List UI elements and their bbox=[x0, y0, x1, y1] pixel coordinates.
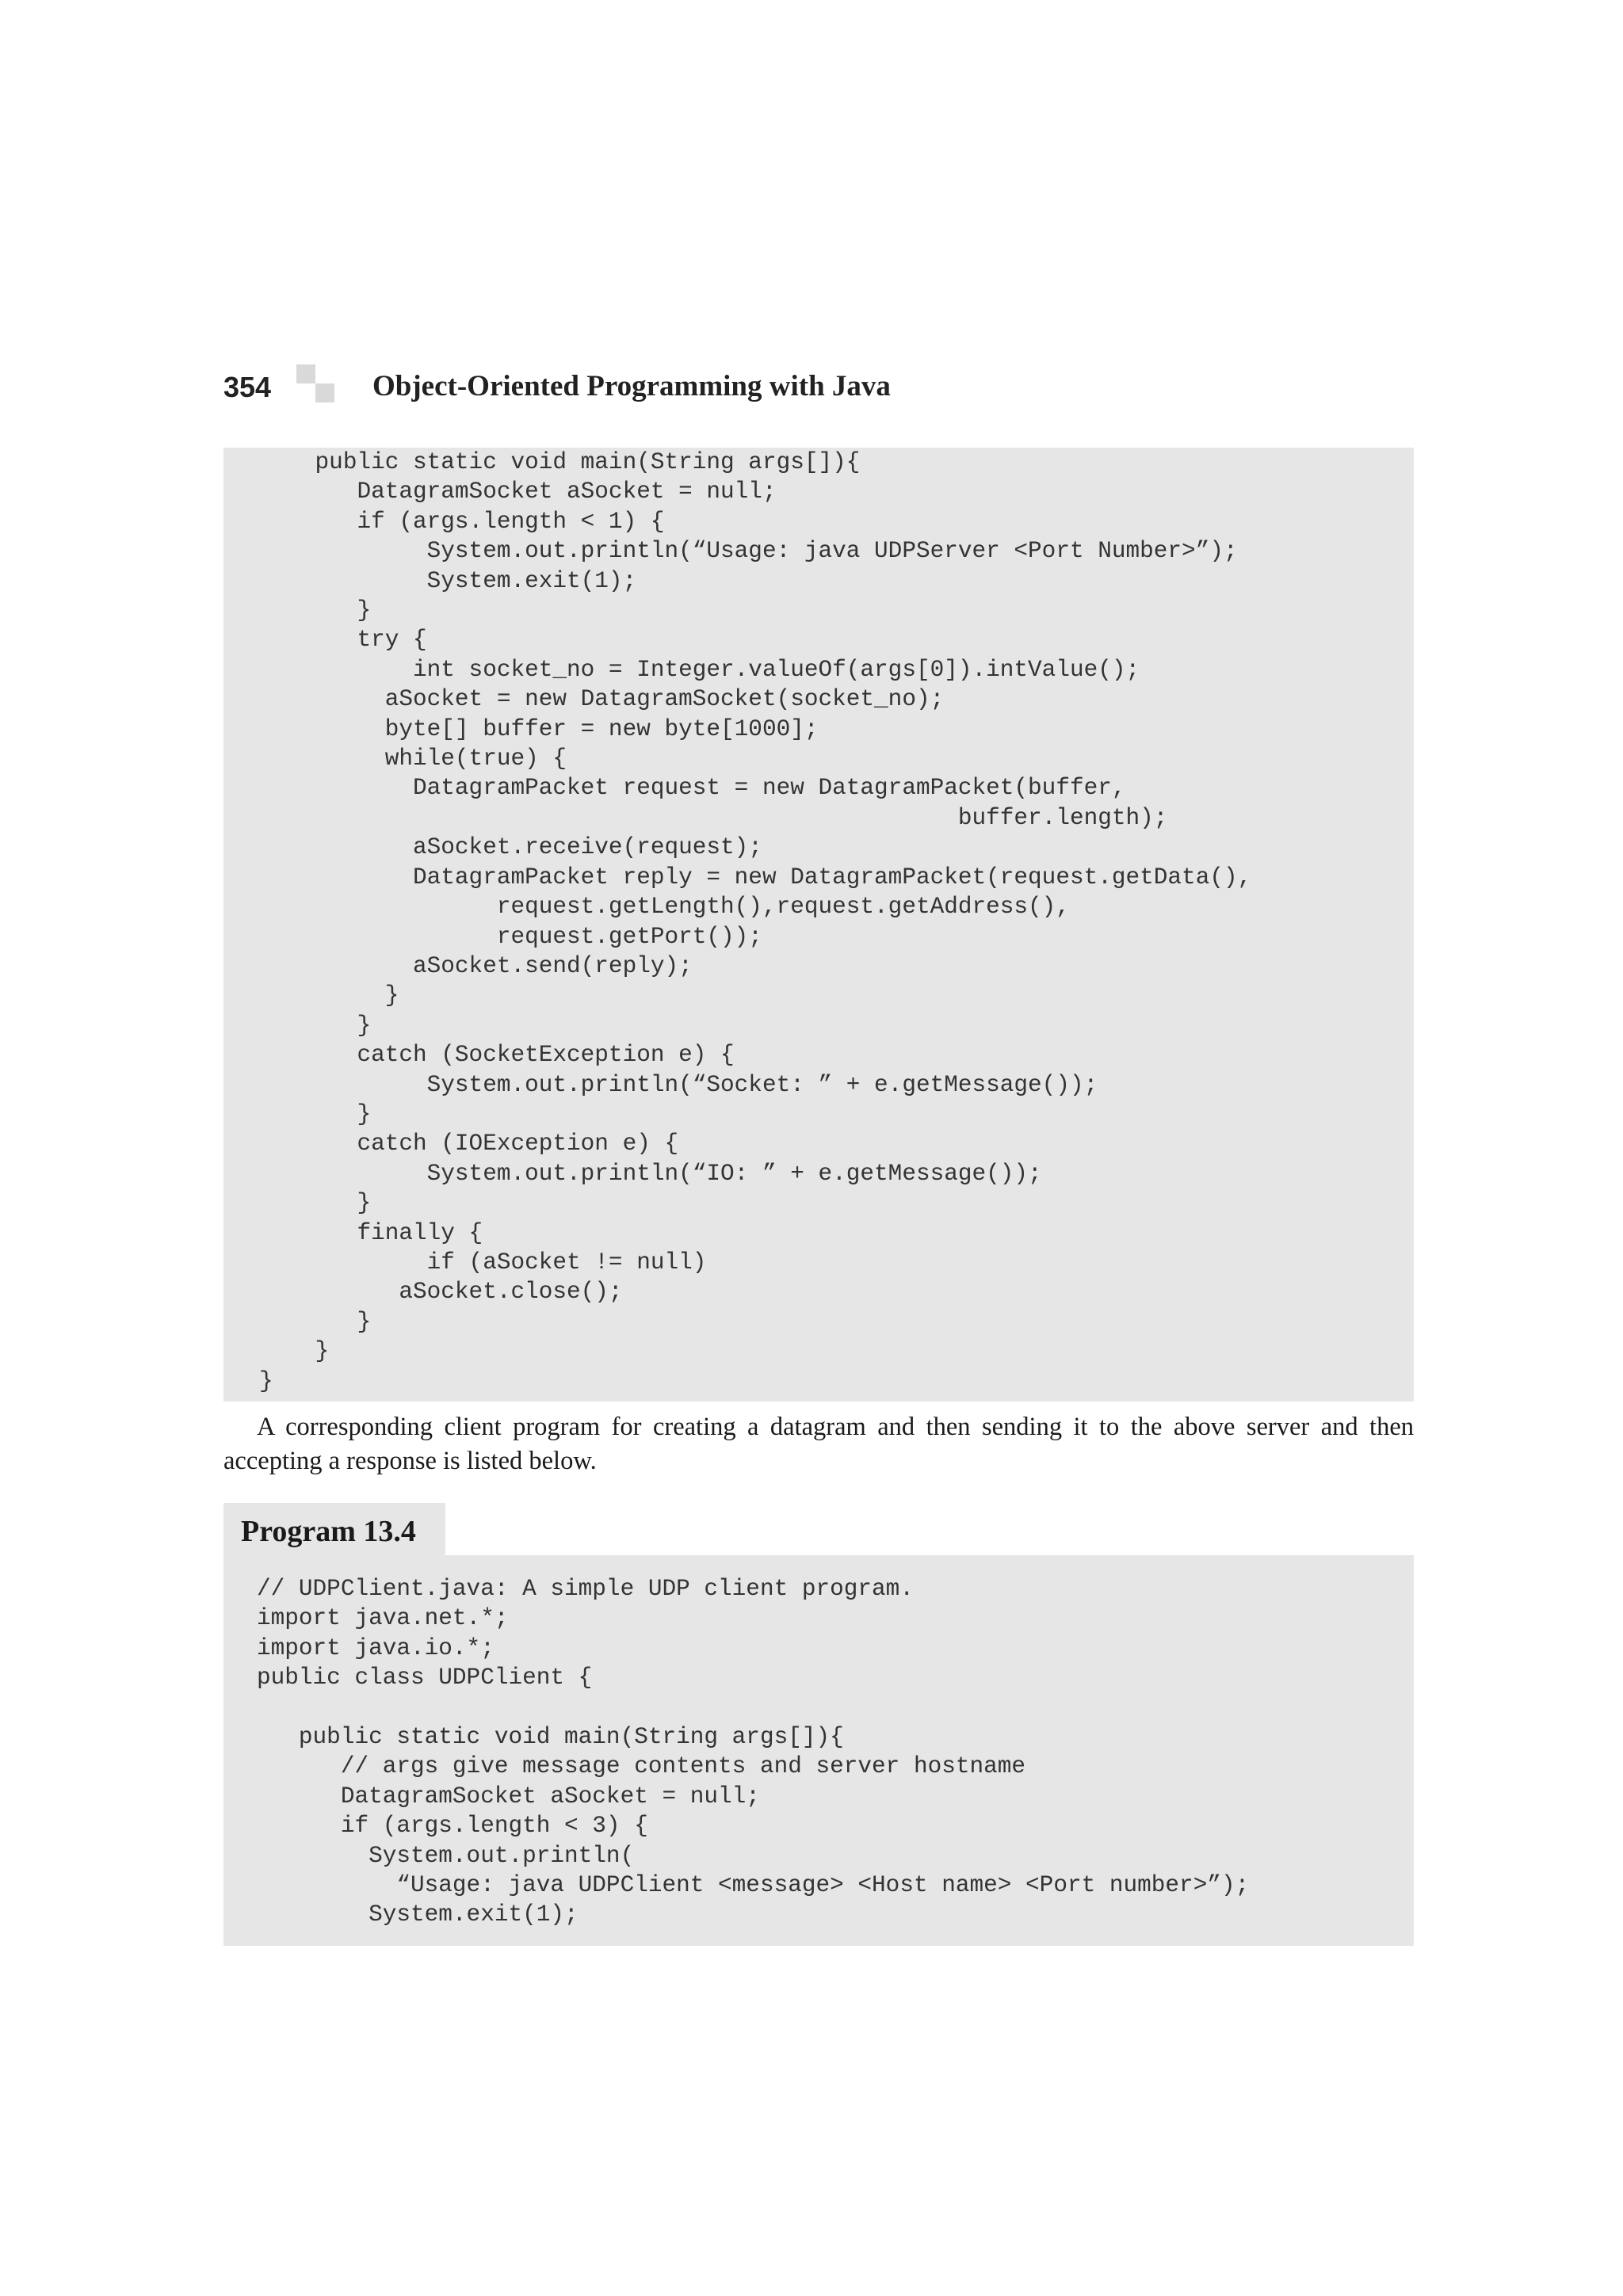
body-paragraph bbox=[223, 1410, 1414, 1478]
body-paragraph-text: A corresponding client program for creating a datagram and then sending it to the above server and then accepting a response is listed below. bbox=[223, 1413, 1414, 1475]
program-label: Program 13.4 bbox=[223, 1503, 445, 1555]
page-number: 354 bbox=[223, 371, 272, 403]
server-code-listing: public static void main(String args[]){ DatagramSocket aSocket = null; if (args.length < 1) { System.out.println(“Usage: java UDPServer <Port Number>”); System.exit(1); } try { int socket_no = Integer.valueOf(args[0]).intValue(); aSocket = new DatagramSocket(socket_no); byte[] buffer = new byte[1000]; while(true) { DatagramPacket request = new DatagramPacket(buffer, buffer.length); aSocket.receive(request); DatagramPacket reply = new DatagramPacket(request.getData(), request.getLength(),request.getAddress(), request.getPort()); aSocket.send(reply); } } catch (SocketException e) { System.out.println(“Socket: ” + e.getMessage()); } catch (IOException e) { System.out.println(“IO: ” + e.getMessage()); } finally { if (aSocket != null) aSocket.close(); } } } bbox=[223, 448, 1414, 1402]
book-title: Object-Oriented Programming with Java bbox=[372, 370, 891, 402]
header-square-decoration bbox=[315, 383, 334, 402]
header-square-decoration bbox=[296, 364, 315, 383]
page-header bbox=[223, 363, 1412, 410]
client-code-listing: // UDPClient.java: A simple UDP client program. import java.net.*; import java.io.*; public class UDPClient { public static void main(String args[]){ // args give message contents and server hostname DatagramSocket aSocket = null; if (args.length < 3) { System.out.println( “Usage: java UDPClient <message> <Host name> <Port number>”); System.exit(1); bbox=[223, 1555, 1414, 1946]
